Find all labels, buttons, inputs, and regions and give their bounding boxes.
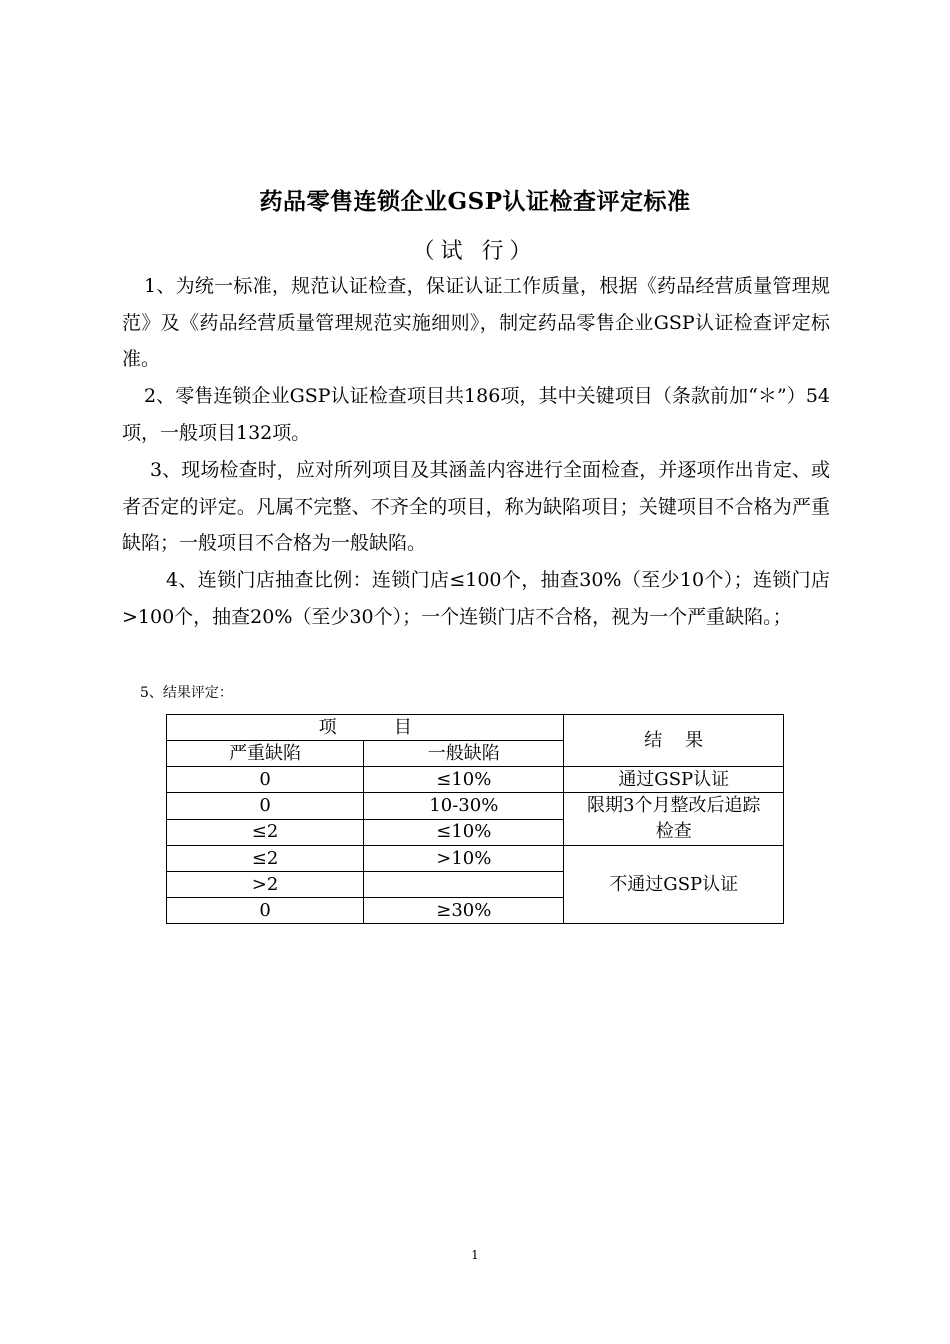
paragraph-1: 1、为统一标准，规范认证检查，保证认证工作质量，根据《药品经营质量管理规范》及《药品经营质量管理规范实施细则》，制定药品零售企业GSP认证检查评定标准。 xyxy=(122,275,830,370)
cell-result: 限期3个月整改后追踪检查 xyxy=(564,793,784,846)
result-table xyxy=(166,714,784,924)
table-row xyxy=(167,846,784,872)
cell-general: 10-30% xyxy=(364,793,564,820)
cell-general: ≥30% xyxy=(364,898,564,924)
page-number: 1 xyxy=(471,1248,479,1262)
cell-result: 通过GSP认证 xyxy=(564,767,784,793)
cell-result: 不通过GSP认证 xyxy=(564,846,784,924)
paragraph-4: 4、连锁门店抽查比例：连锁门店≤100个，抽查30%（至少10个）；连锁门店>100个，抽查20%（至少30个）；一个连锁门店不合格，视为一个严重缺陷。； xyxy=(122,569,830,628)
header-item: 项 目 xyxy=(167,715,564,741)
header-general: 一般缺陷 xyxy=(364,741,564,767)
paragraph-3: 3、现场检查时，应对所列项目及其涵盖内容进行全面检查，并逐项作出肯定、或者否定的评定。凡属不完整、不齐全的项目，称为缺陷项目；关键项目不合格为严重缺陷；一般项目不合格为一般缺陷。 xyxy=(122,459,830,554)
table-row xyxy=(167,793,784,820)
header-serious: 严重缺陷 xyxy=(167,741,364,767)
document-title: 药品零售连锁企业GSP认证检查评定标准 xyxy=(259,188,691,215)
cell-general: >10% xyxy=(364,846,564,872)
table-header-row xyxy=(167,715,784,741)
document-subtitle: （试 行） xyxy=(412,239,538,264)
cell-serious: 0 xyxy=(167,898,364,924)
cell-serious: ≤2 xyxy=(167,846,364,872)
table-row xyxy=(167,767,784,793)
cell-general: ≤10% xyxy=(364,819,564,846)
cell-general: ≤10% xyxy=(364,767,564,793)
paragraph-2: 2、零售连锁企业GSP认证检查项目共186项，其中关键项目（条款前加“＊”）54项，一般项目132项。 xyxy=(122,385,830,444)
result-label: 5、结果评定： xyxy=(140,685,233,701)
cell-general xyxy=(364,872,564,898)
cell-serious: ≤2 xyxy=(167,819,364,846)
header-result: 结 果 xyxy=(564,715,784,767)
cell-serious: 0 xyxy=(167,793,364,820)
cell-serious: 0 xyxy=(167,767,364,793)
cell-serious: >2 xyxy=(167,872,364,898)
